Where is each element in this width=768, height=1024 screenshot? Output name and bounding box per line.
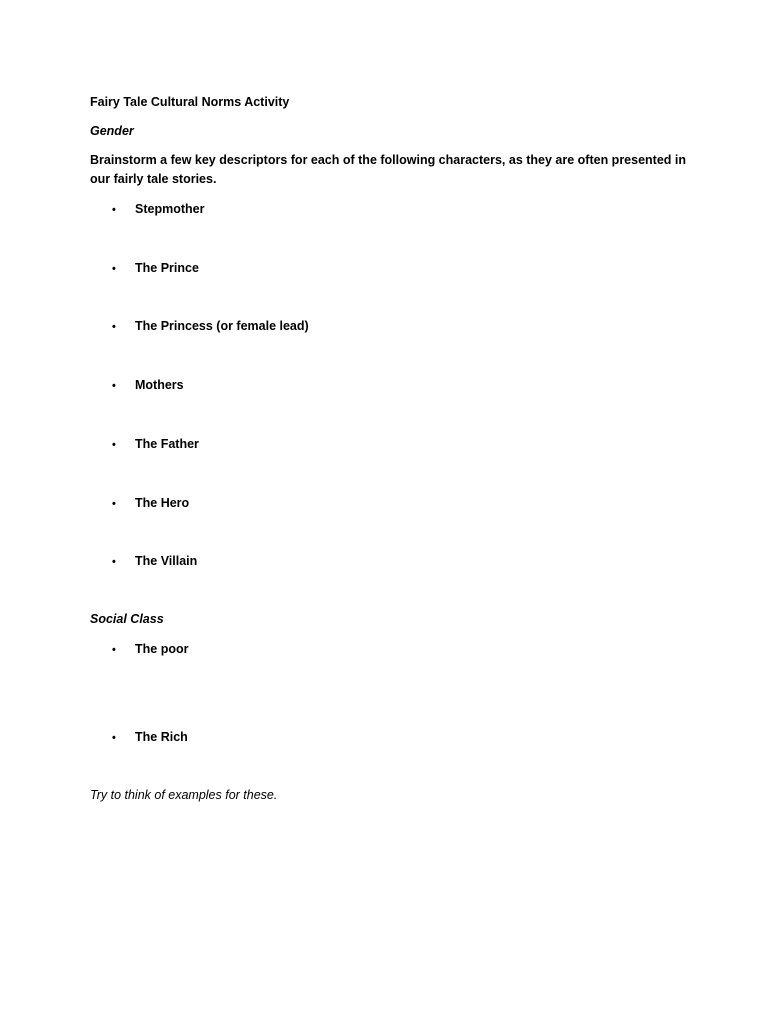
instructions-paragraph: Brainstorm a few key descriptors for each of the following characters, as they are often presented in our fairly tale stories. bbox=[90, 153, 687, 186]
bullet-icon: • bbox=[112, 439, 116, 451]
list-item-text: The poor bbox=[135, 642, 189, 656]
closing-note: Try to think of examples for these. bbox=[90, 788, 278, 802]
list-item-text: The Hero bbox=[135, 496, 190, 510]
bullet-icon: • bbox=[112, 204, 116, 216]
list-item bbox=[112, 640, 188, 659]
bullet-icon: • bbox=[112, 321, 116, 333]
bullet-icon: • bbox=[112, 498, 116, 510]
list-item-text: The Father bbox=[135, 437, 199, 451]
list-item bbox=[112, 728, 188, 747]
list-item-text: Stepmother bbox=[135, 202, 205, 216]
list-item bbox=[112, 552, 197, 571]
document-title: Fairy Tale Cultural Norms Activity bbox=[90, 95, 290, 109]
list-item bbox=[112, 200, 204, 219]
list-item bbox=[112, 376, 184, 395]
list-item-text: The Villain bbox=[135, 554, 198, 568]
list-item-text: The Prince bbox=[135, 261, 199, 275]
list-item-text: The Princess (or female lead) bbox=[135, 319, 309, 333]
list-item bbox=[112, 317, 309, 336]
bullet-icon: • bbox=[112, 263, 116, 275]
bullet-icon: • bbox=[112, 644, 116, 656]
list-item bbox=[112, 259, 199, 278]
list-item-text: The Rich bbox=[135, 730, 188, 744]
bullet-icon: • bbox=[112, 556, 116, 568]
bullet-icon: • bbox=[112, 380, 116, 392]
list-item-text: Mothers bbox=[135, 378, 184, 392]
list-item bbox=[112, 494, 189, 513]
list-item bbox=[112, 435, 199, 454]
bullet-icon: • bbox=[112, 732, 116, 744]
section-heading-social-class: Social Class bbox=[90, 612, 164, 626]
section-heading-gender: Gender bbox=[90, 124, 134, 138]
